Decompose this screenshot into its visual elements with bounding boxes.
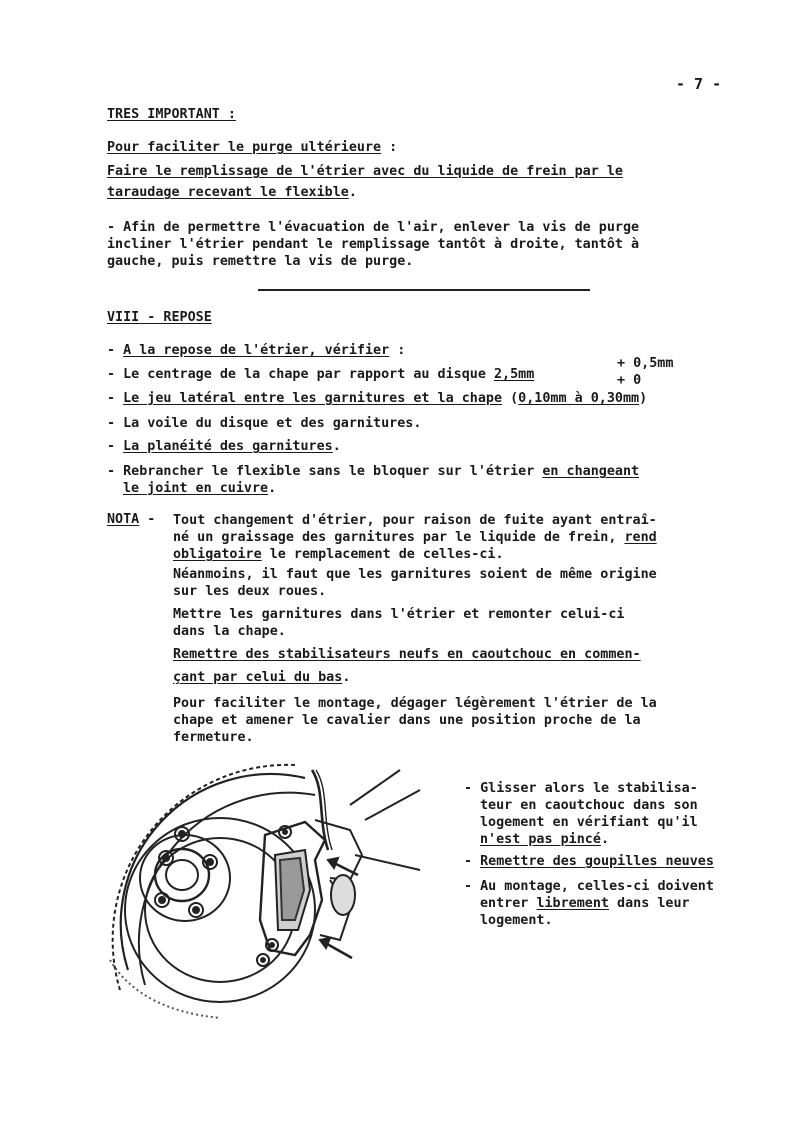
nota-p5-line-2: chape et amener le cavalier dans une position proche de la [173, 713, 641, 728]
repose-item-5-underlined: La planéité des garnitures [123, 439, 333, 454]
nota-p1-line-2 [173, 529, 657, 546]
repose-item-4-dash: - [107, 416, 124, 431]
side-b3-line-3: logement. [480, 913, 553, 928]
purge-fill-line-1: Faire le remplissage de l'étrier avec du liquide de frein par le [107, 164, 623, 179]
repose-item-4-text: La voile du disque et des garnitures. [123, 416, 422, 431]
nota-paragraph-1 [173, 512, 657, 563]
nota-p4-line-2-end: . [342, 670, 351, 685]
nota-label-text: NOTA [107, 512, 140, 527]
side-note-2 [464, 854, 714, 869]
repose-item-3 [107, 391, 647, 406]
nota-p1-line-2-text: né un graissage des garnitures par le liquide de frein, [173, 530, 625, 545]
nota-p1-line-3-text: le remplacement de celles-ci. [261, 547, 504, 562]
repose-item-4 [107, 416, 421, 431]
side-b2-dash: - [464, 854, 481, 869]
side-b2-underlined: Remettre des goupilles neuves [480, 854, 714, 869]
repose-heading: VIII - REPOSE [107, 310, 212, 325]
purge-title-text: Pour faciliter le purge ultérieure [107, 140, 382, 155]
nota-p5-line-3: fermeture. [173, 730, 254, 745]
nota-p5-line-1: Pour faciliter le montage, dégager légèrement l'étrier de la [173, 696, 657, 711]
repose-item-5-dash: - [107, 439, 124, 454]
nota-p2-line-1: Néanmoins, il faut que les garnitures soient de même origine [173, 567, 657, 582]
nota-p4-line-2-text: çant par celui du bas [173, 670, 343, 685]
nota-paragraph-4 [173, 646, 641, 686]
side-b3-line-2-underlined: librement [536, 896, 609, 911]
side-b1-line-2: teur en caoutchouc dans son [480, 798, 698, 813]
side-note-1 [464, 780, 698, 848]
side-b3-line-1: - Au montage, celles-ci doivent [464, 879, 714, 894]
purge-afin-paragraph [107, 219, 639, 270]
side-b1-line-4-end: . [600, 832, 609, 847]
nota-p4-line-2 [173, 669, 641, 686]
nota-p1-line-3 [173, 546, 657, 563]
heading-important [107, 107, 236, 122]
tolerance-plus-text: + 0,5mm [617, 356, 674, 371]
nota-label [107, 512, 155, 527]
nota-p1-line-3-underlined: obligatoire [173, 547, 262, 562]
repose-item-3-close: ) [639, 391, 648, 406]
side-b3-line-2 [464, 895, 714, 912]
repose-item-6 [107, 463, 639, 497]
repose-item-2-value: 2,5mm [493, 367, 535, 382]
side-b1-line-1: - Glisser alors le stabilisa- [464, 781, 698, 796]
repose-item-5 [107, 439, 341, 454]
repose-item-3-open: ( [502, 391, 519, 406]
tolerance-minus [617, 374, 641, 388]
side-b3-line-2-a: entrer [480, 896, 537, 911]
side-b1-line-3: logement en vérifiant qu'il [480, 815, 698, 830]
repose-item-6-text: Rebrancher le flexible sans le bloquer sur l'étrier [123, 464, 543, 479]
purge-fill-paragraph [107, 163, 623, 201]
purge-title [107, 140, 397, 155]
nota-paragraph-5 [173, 695, 657, 746]
repose-item-3-underlined: Le jeu latéral entre les garnitures et la chape [123, 391, 503, 406]
nota-paragraph-2 [173, 566, 657, 600]
nota-p1-line-2-underlined: rend [624, 530, 657, 545]
nota-p2-line-2: sur les deux roues. [173, 584, 327, 599]
repose-item-2 [107, 367, 534, 382]
page-number: - 7 - [676, 75, 722, 93]
repose-item-3-range: 0,10mm à 0,30mm [518, 391, 640, 406]
repose-item-6-line-2-text: le joint en cuivre [123, 481, 269, 496]
brake-caliper-drawing-icon [100, 760, 430, 1020]
repose-item-1-underlined: A la repose de l'étrier, vérifier [123, 343, 390, 358]
repose-item-2-dash: - [107, 367, 124, 382]
repose-item-5-rest: . [332, 439, 341, 454]
purge-fill-line-2-text: taraudage recevant le flexible [107, 185, 349, 200]
nota-paragraph-3 [173, 606, 624, 640]
repose-item-6-line-2-end: . [268, 481, 277, 496]
nota-p4-line-1: Remettre des stabilisateurs neufs en caoutchouc en commen- [173, 647, 641, 662]
repose-item-1 [107, 343, 405, 358]
purge-afin-line-1: - Afin de permettre l'évacuation de l'air, enlever la vis de purge [107, 220, 640, 235]
repose-item-6-line-2 [107, 480, 639, 497]
repose-item-3-dash: - [107, 391, 124, 406]
nota-p1-line-1: Tout changement d'étrier, pour raison de fuite ayant entraî- [173, 513, 657, 528]
purge-fill-line-2-end: . [348, 185, 357, 200]
repose-item-6-dash: - [107, 464, 124, 479]
heading-important-text: TRES IMPORTANT : [107, 107, 236, 122]
nota-sep: - [139, 512, 156, 527]
purge-fill-line-2 [107, 184, 623, 201]
tolerance-plus [617, 357, 673, 371]
nota-p3-line-2: dans la chape. [173, 624, 286, 639]
repose-item-6-line-1 [107, 463, 639, 480]
repose-item-2-text: Le centrage de la chape par rapport au disque [123, 367, 494, 382]
repose-item-6-underlined: en changeant [542, 464, 640, 479]
side-b3-line-2-b: dans leur [609, 896, 690, 911]
side-b1-line-4-underlined: n'est pas pincé [480, 832, 601, 847]
section-divider [258, 289, 590, 291]
purge-afin-line-3: gauche, puis remettre la vis de purge. [107, 254, 414, 269]
nota-p3-line-1: Mettre les garnitures dans l'étrier et remonter celui-ci [173, 607, 625, 622]
repose-item-1-rest: : [389, 343, 406, 358]
purge-title-colon: : [381, 140, 398, 155]
side-b1-line-4 [464, 831, 698, 848]
repose-item-1-dash: - [107, 343, 124, 358]
tolerance-minus-text: + 0 [617, 373, 642, 388]
side-note-3 [464, 878, 714, 929]
purge-afin-line-2: incliner l'étrier pendant le remplissage tantôt à droite, tantôt à [107, 237, 640, 252]
